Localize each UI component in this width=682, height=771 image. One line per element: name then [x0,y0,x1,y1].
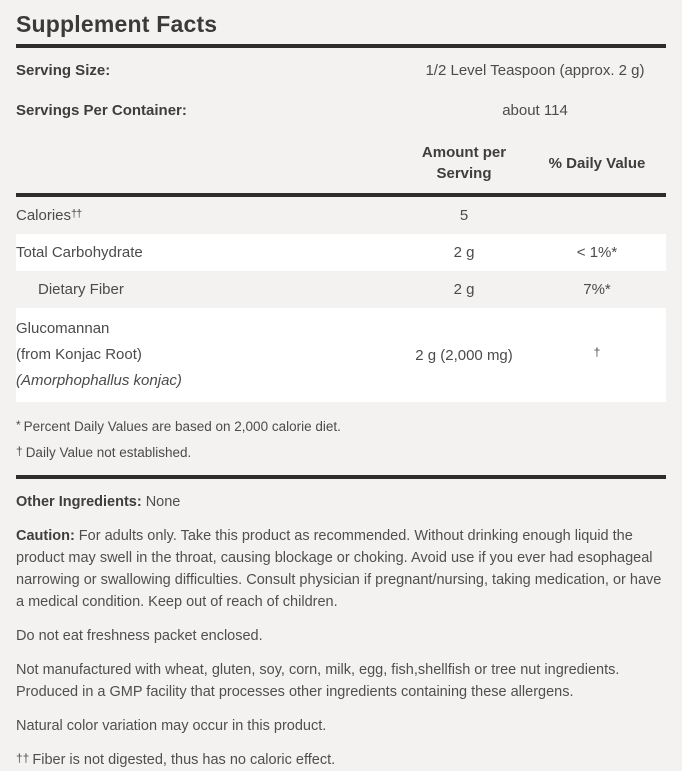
table-footnotes [16,414,666,466]
footnote-daily-values [16,414,666,440]
nutrient-name [16,316,400,394]
nutrient-row-glucomannan [16,308,666,402]
nutrient-amount: 5 [459,207,469,224]
nutrient-row-total-carbohydrate [16,234,666,271]
serving-size-label: Serving Size: [16,62,111,79]
freshness-packet-note: Do not eat freshness packet enclosed. [16,628,263,644]
nutrient-daily-value: † [593,345,601,359]
footnote-marker: † [16,444,23,458]
allergen-note: Not manufactured with wheat, gluten, soy, corn, milk, egg, fish,shellfish or tree nut ingredients. Produced in a GMP facility that processes other ingredients containing these allergens. [16,662,620,700]
nutrient-amount: 2 g [453,244,475,261]
supplement-facts-title: Supplement Facts [16,11,218,37]
other-ingredients-line [16,491,666,513]
table-header-row [16,142,666,184]
column-header-amount-per-serving: Amount per Serving [421,144,507,182]
other-ingredients-value: None [145,494,181,510]
servings-per-container-label: Servings Per Container: [16,102,187,119]
divider-top [16,44,666,48]
fiber-footnote [16,749,666,771]
glucomannan-source-line: (from Konjac Root) [16,346,142,363]
servings-per-container-value: about 114 [502,102,568,119]
serving-size-row [16,62,666,86]
caution-paragraph [16,525,666,613]
glucomannan-botanical-line: (Amorphophallus konjac) [16,372,182,389]
caution-text: For adults only. Take this product as recommended. Without drinking enough liquid the product may swell in the throat, causing blockage or choking. Avoid use if you ever had esophageal narrowing or swallowing difficulties. Consult physician if pregnant/nursing, taking medication, or have a medical condition. Keep out of reach of children. [16,528,662,610]
nutrient-name [16,207,400,224]
nutrient-row-dietary-fiber [16,271,666,308]
nutrient-amount: 2 g [453,281,475,298]
fiber-footnote-marker: †† [16,751,30,765]
color-variation-note: Natural color variation may occur in this product. [16,718,327,734]
footnote-dv-not-established [16,440,666,466]
info-sections [16,491,666,771]
serving-size-value: 1/2 Level Teaspoon (approx. 2 g) [425,62,645,79]
nutrient-name-text: Calories [16,207,72,224]
other-ingredients-label: Other Ingredients: [16,494,142,510]
nutrient-daily-value: 7%* [583,281,611,298]
nutrient-daily-value: < 1%* [576,244,618,261]
fiber-footnote-text: Fiber is not digested, thus has no caloric effect. [32,752,336,768]
nutrient-name: Total Carbohydrate [16,244,143,261]
glucomannan-name-line: Glucomannan [16,320,110,337]
calories-footnote-marker: †† [71,208,82,220]
footnote-text: Daily Value not established. [25,445,192,460]
caution-label: Caution: [16,528,75,544]
nutrient-amount: 2 g (2,000 mg) [415,346,513,364]
footnote-text: Percent Daily Values are based on 2,000 calorie diet. [23,419,341,434]
divider-bottom [16,475,666,479]
nutrient-name: Dietary Fiber [38,281,124,298]
servings-per-container-row [16,102,666,126]
nutrient-row-calories [16,197,666,234]
footnote-marker: * [16,418,21,432]
column-header-daily-value: % Daily Value [548,154,646,172]
